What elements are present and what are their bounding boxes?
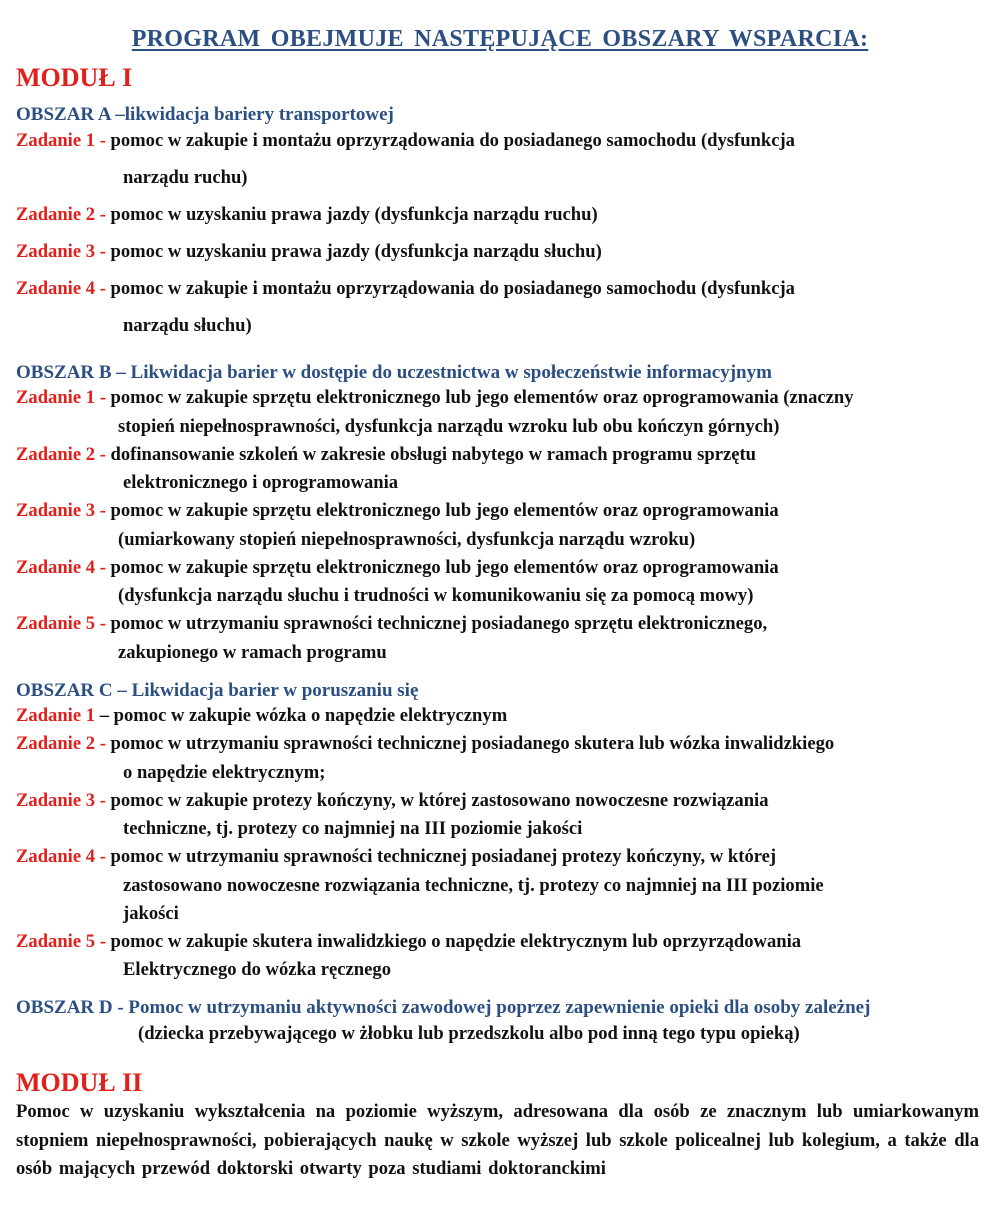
page-title: PROGRAM OBEJMUJE NASTĘPUJĄCE OBSZARY WSPARCIA: bbox=[131, 26, 869, 52]
task-text: pomoc w zakupie wózka o napędzie elektrycznym bbox=[113, 705, 508, 726]
obszar-b-task-5-cont: zakupionego w ramach programu bbox=[118, 642, 387, 663]
modul-1-heading: MODUŁ I bbox=[16, 63, 133, 92]
task-separator: - bbox=[95, 790, 106, 811]
task-text: pomoc w zakupie protezy kończyny, w której zastosowano nowoczesne rozwiązania bbox=[110, 790, 769, 811]
task-separator: - bbox=[95, 130, 106, 151]
obszar-a-task-1 bbox=[16, 130, 795, 152]
obszar-b-task-1 bbox=[16, 387, 854, 409]
task-separator: - bbox=[95, 387, 106, 408]
task-label: Zadanie 4 bbox=[16, 846, 96, 867]
obszar-a-task-4-cont: narządu słuchu) bbox=[123, 315, 252, 336]
task-separator: - bbox=[95, 931, 106, 952]
obszar-d-subtext: (dziecka przebywającego w żłobku lub przedszkolu albo pod inną tego typu opieką) bbox=[138, 1023, 800, 1044]
obszar-c-task-3-cont: techniczne, tj. protezy co najmniej na III poziomie jakości bbox=[123, 818, 583, 839]
task-text: pomoc w zakupie sprzętu elektronicznego lub jego elementów oraz oprogramowania bbox=[110, 500, 779, 521]
task-separator: - bbox=[95, 613, 106, 634]
task-text: pomoc w zakupie i montażu oprzyrządowania do posiadanego samochodu (dysfunkcja bbox=[110, 278, 795, 299]
task-text: pomoc w utrzymaniu sprawności technicznej posiadanego skutera lub wózka inwalidzkiego bbox=[110, 733, 835, 754]
task-label: Zadanie 2 bbox=[16, 204, 96, 225]
modul-2-description: Pomoc w uzyskaniu wykształcenia na poziomie wyższym, adresowana dla osób ze znacznym lub umiarkowanym stopniem niepełnosprawności, pobierających naukę w szkole wyższej lub szkole policealnej lub kolegium, a także dla osób mających przewód doktorski otwarty poza studiami doktoranckimi bbox=[16, 1101, 979, 1180]
obszar-a-task-4 bbox=[16, 278, 795, 300]
task-separator: - bbox=[95, 500, 106, 521]
obszar-c-task-3 bbox=[16, 790, 769, 812]
task-text: pomoc w zakupie sprzętu elektronicznego lub jego elementów oraz oprogramowania (znaczny bbox=[110, 387, 854, 408]
task-separator: - bbox=[95, 444, 106, 465]
obszar-b-task-5 bbox=[16, 613, 767, 635]
task-label: Zadanie 5 bbox=[16, 613, 96, 634]
obszar-d-heading: OBSZAR D - Pomoc w utrzymaniu aktywności zawodowej poprzez zapewnienie opieki dla osoby zależnej bbox=[16, 997, 871, 1018]
task-text: pomoc w zakupie i montażu oprzyrządowania do posiadanego samochodu (dysfunkcja bbox=[110, 130, 795, 151]
task-label: Zadanie 1 bbox=[16, 387, 96, 408]
task-separator: - bbox=[95, 846, 106, 867]
obszar-a-heading: OBSZAR A –likwidacja bariery transportowej bbox=[16, 104, 394, 125]
obszar-c-task-2-cont: o napędzie elektrycznym; bbox=[123, 762, 326, 783]
task-separator: - bbox=[95, 278, 106, 299]
obszar-a-task-1-cont: narządu ruchu) bbox=[123, 167, 248, 188]
task-text: pomoc w utrzymaniu sprawności technicznej posiadanego sprzętu elektronicznego, bbox=[110, 613, 768, 634]
obszar-a-task-3 bbox=[16, 241, 602, 263]
obszar-c-task-4 bbox=[16, 846, 776, 868]
task-label: Zadanie 2 bbox=[16, 444, 96, 465]
task-label: Zadanie 3 bbox=[16, 241, 96, 262]
task-separator: - bbox=[95, 204, 106, 225]
obszar-c-heading: OBSZAR C – Likwidacja barier w poruszaniu się bbox=[16, 680, 419, 701]
task-separator: – bbox=[95, 705, 109, 726]
obszar-b-task-3 bbox=[16, 500, 779, 522]
obszar-b-task-3-cont: (umiarkowany stopień niepełnosprawności, dysfunkcja narządu wzroku) bbox=[118, 529, 696, 550]
obszar-c-task-2 bbox=[16, 733, 834, 755]
task-label: Zadanie 5 bbox=[16, 931, 96, 952]
obszar-c-task-1 bbox=[16, 705, 507, 727]
task-text: pomoc w uzyskaniu prawa jazdy (dysfunkcja narządu słuchu) bbox=[110, 241, 602, 262]
task-label: Zadanie 4 bbox=[16, 557, 96, 578]
obszar-b-heading: OBSZAR B – Likwidacja barier w dostępie do uczestnictwa w społeczeństwie informacyjnym bbox=[16, 362, 772, 383]
task-separator: - bbox=[95, 241, 106, 262]
obszar-b-task-1-cont: stopień niepełnosprawności, dysfunkcja narządu wzroku lub obu kończyn górnych) bbox=[118, 416, 780, 437]
task-text: pomoc w uzyskaniu prawa jazdy (dysfunkcja narządu ruchu) bbox=[110, 204, 598, 225]
modul-2-heading: MODUŁ II bbox=[16, 1068, 143, 1097]
obszar-c-task-4-cont: zastosowano nowoczesne rozwiązania techniczne, tj. protezy co najmniej na III poziomie bbox=[123, 875, 824, 896]
obszar-c-task-4-cont-2: jakości bbox=[123, 903, 179, 924]
obszar-b-task-4-cont: (dysfunkcja narządu słuchu i trudności w komunikowaniu się za pomocą mowy) bbox=[118, 585, 754, 606]
obszar-b-task-2-cont: elektronicznego i oprogramowania bbox=[123, 472, 399, 493]
task-label: Zadanie 3 bbox=[16, 790, 96, 811]
task-separator: - bbox=[95, 733, 106, 754]
task-label: Zadanie 1 bbox=[16, 705, 96, 726]
obszar-b-task-2 bbox=[16, 444, 756, 466]
obszar-a-task-2 bbox=[16, 204, 598, 226]
obszar-c-task-5-cont: Elektrycznego do wózka ręcznego bbox=[123, 959, 391, 980]
task-label: Zadanie 1 bbox=[16, 130, 96, 151]
task-separator: - bbox=[95, 557, 106, 578]
obszar-c-task-5 bbox=[16, 931, 801, 953]
task-text: pomoc w utrzymaniu sprawności technicznej posiadanej protezy kończyny, w której bbox=[110, 846, 777, 867]
task-text: dofinansowanie szkoleń w zakresie obsługi nabytego w ramach programu sprzętu bbox=[110, 444, 757, 465]
task-text: pomoc w zakupie skutera inwalidzkiego o napędzie elektrycznym lub oprzyrządowania bbox=[110, 931, 802, 952]
task-label: Zadanie 4 bbox=[16, 278, 96, 299]
task-label: Zadanie 2 bbox=[16, 733, 96, 754]
task-label: Zadanie 3 bbox=[16, 500, 96, 521]
task-text: pomoc w zakupie sprzętu elektronicznego lub jego elementów oraz oprogramowania bbox=[110, 557, 779, 578]
obszar-b-task-4 bbox=[16, 557, 779, 579]
